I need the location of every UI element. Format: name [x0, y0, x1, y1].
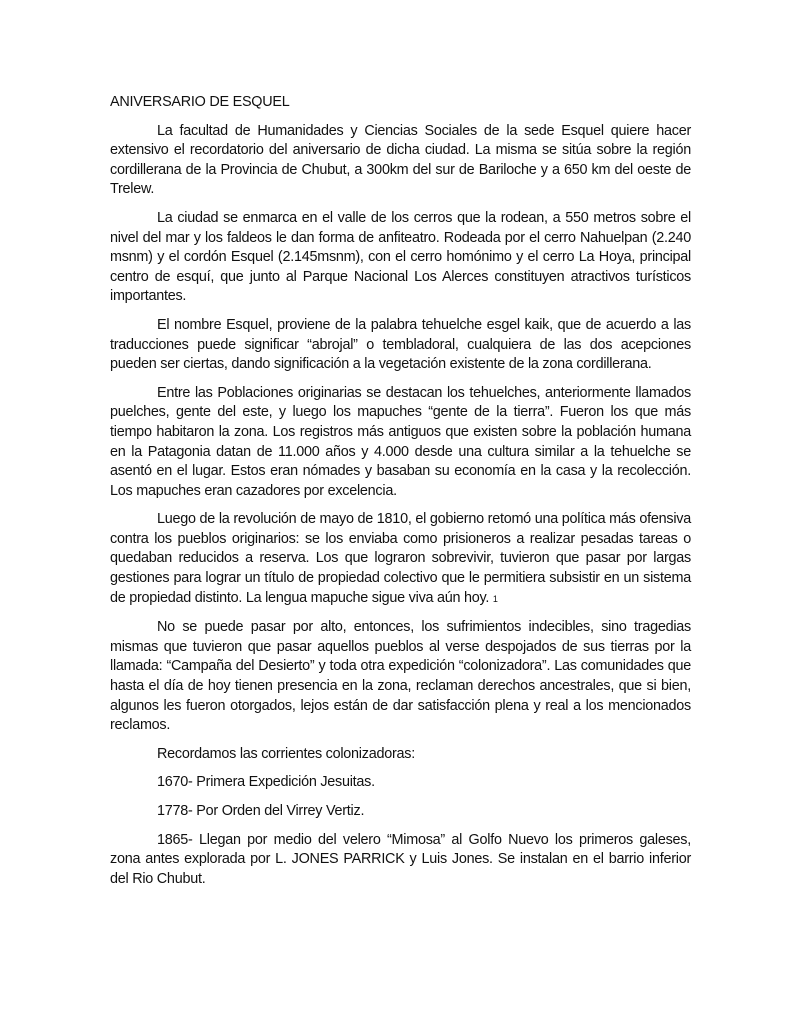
paragraph-revolution-text: Luego de la revolución de mayo de 1810, el gobierno retomó una política más ofensiva contra los pueblos originarios: se los enviaba como prisioneros a realizar pesadas tareas o quedaban reducidos a reserva. Los que lograron sobrevivir, tuvieron que pasar por largas gestiones para lograr un título de propiedad colectivo que le permitiera subsistir en un sistema de propiedad distinto. La lengua mapuche sigue viva aún hoy.: [110, 511, 691, 606]
paragraph-colonization-intro: Recordamos las corrientes colonizadoras:: [157, 745, 415, 762]
paragraph-original-peoples: Entre las Poblaciones originarias se destacan los tehuelches, anteriormente llamados puelches, gente del este, y luego los mapuches “gente de la tierra”. Fueron los que más tiempo habitaron la zona. Los registros más antiguos que existen sobre la población humana en la Patagonia datan de 11.000 años y 4.000 desde una cultura similar a la tehuelche se asentó en el lugar. Estos eran nómades y basaban su economía en la casa y la recolección. Los mapuches eran cazadores por excelencia.: [110, 384, 691, 499]
paragraph-suffering: No se puede pasar por alto, entonces, los sufrimientos indecibles, sino tragedias mismas que tuvieron que pasar aquellos pueblos al verse despojados de sus tierras por la llamada: “Campaña del Desierto” y toda otra expedición “colonizadora”. Las comunidades que hasta el día de hoy tienen presencia en la zona, reclaman derechos ancestrales, que si bien, algunos les fueron otorgados, lejos están de dar satisfacción plena y real a los mencionados reclamos.: [110, 619, 691, 734]
paragraph-revolution: [110, 510, 691, 609]
paragraph-geography: La ciudad se enmarca en el valle de los cerros que la rodean, a 550 metros sobre el nivel del mar y los faldeos le dan forma de anfiteatro. Rodeada por el cerro Nahuelpan (2.240 msnm) y el cordón Esquel (2.145msnm), con el cerro homónimo y el cerro La Hoya, principal centro de esquí, que junto al Parque Nacional Los Alerces constituyen atractivos turísticos importantes.: [110, 209, 691, 305]
footnote-marker: 1: [492, 593, 498, 604]
document-page: [110, 93, 691, 898]
list-item-1778: 1778- Por Orden del Virrey Vertiz.: [157, 803, 365, 819]
document-title: ANIVERSARIO DE ESQUEL: [110, 94, 290, 110]
list-item-1865: 1865- Llegan por medio del velero “Mimosa” al Golfo Nuevo los primeros galeses, zona antes explorada por L. JONES PARRICK y Luis Jones. Se instalan en el barrio inferior del Rio Chubut.: [110, 831, 691, 887]
paragraph-name-origin: El nombre Esquel, proviene de la palabra tehuelche esgel kaik, que de acuerdo a las traducciones puede significar “abrojal” o tembladoral, cualquiera de las dos acepciones pueden ser ciertas, dando significación a la vegetación existente de la zona cordillerana.: [110, 316, 691, 373]
list-item-1670: 1670- Primera Expedición Jesuitas.: [157, 774, 375, 791]
paragraph-intro: La facultad de Humanidades y Ciencias Sociales de la sede Esquel quiere hacer extensivo el recordatorio del aniversario de dicha ciudad. La misma se sitúa sobre la región cordillerana de la Provincia de Chubut, a 300km del sur de Bariloche y a 650 km del oeste de Trelew.: [110, 122, 691, 198]
